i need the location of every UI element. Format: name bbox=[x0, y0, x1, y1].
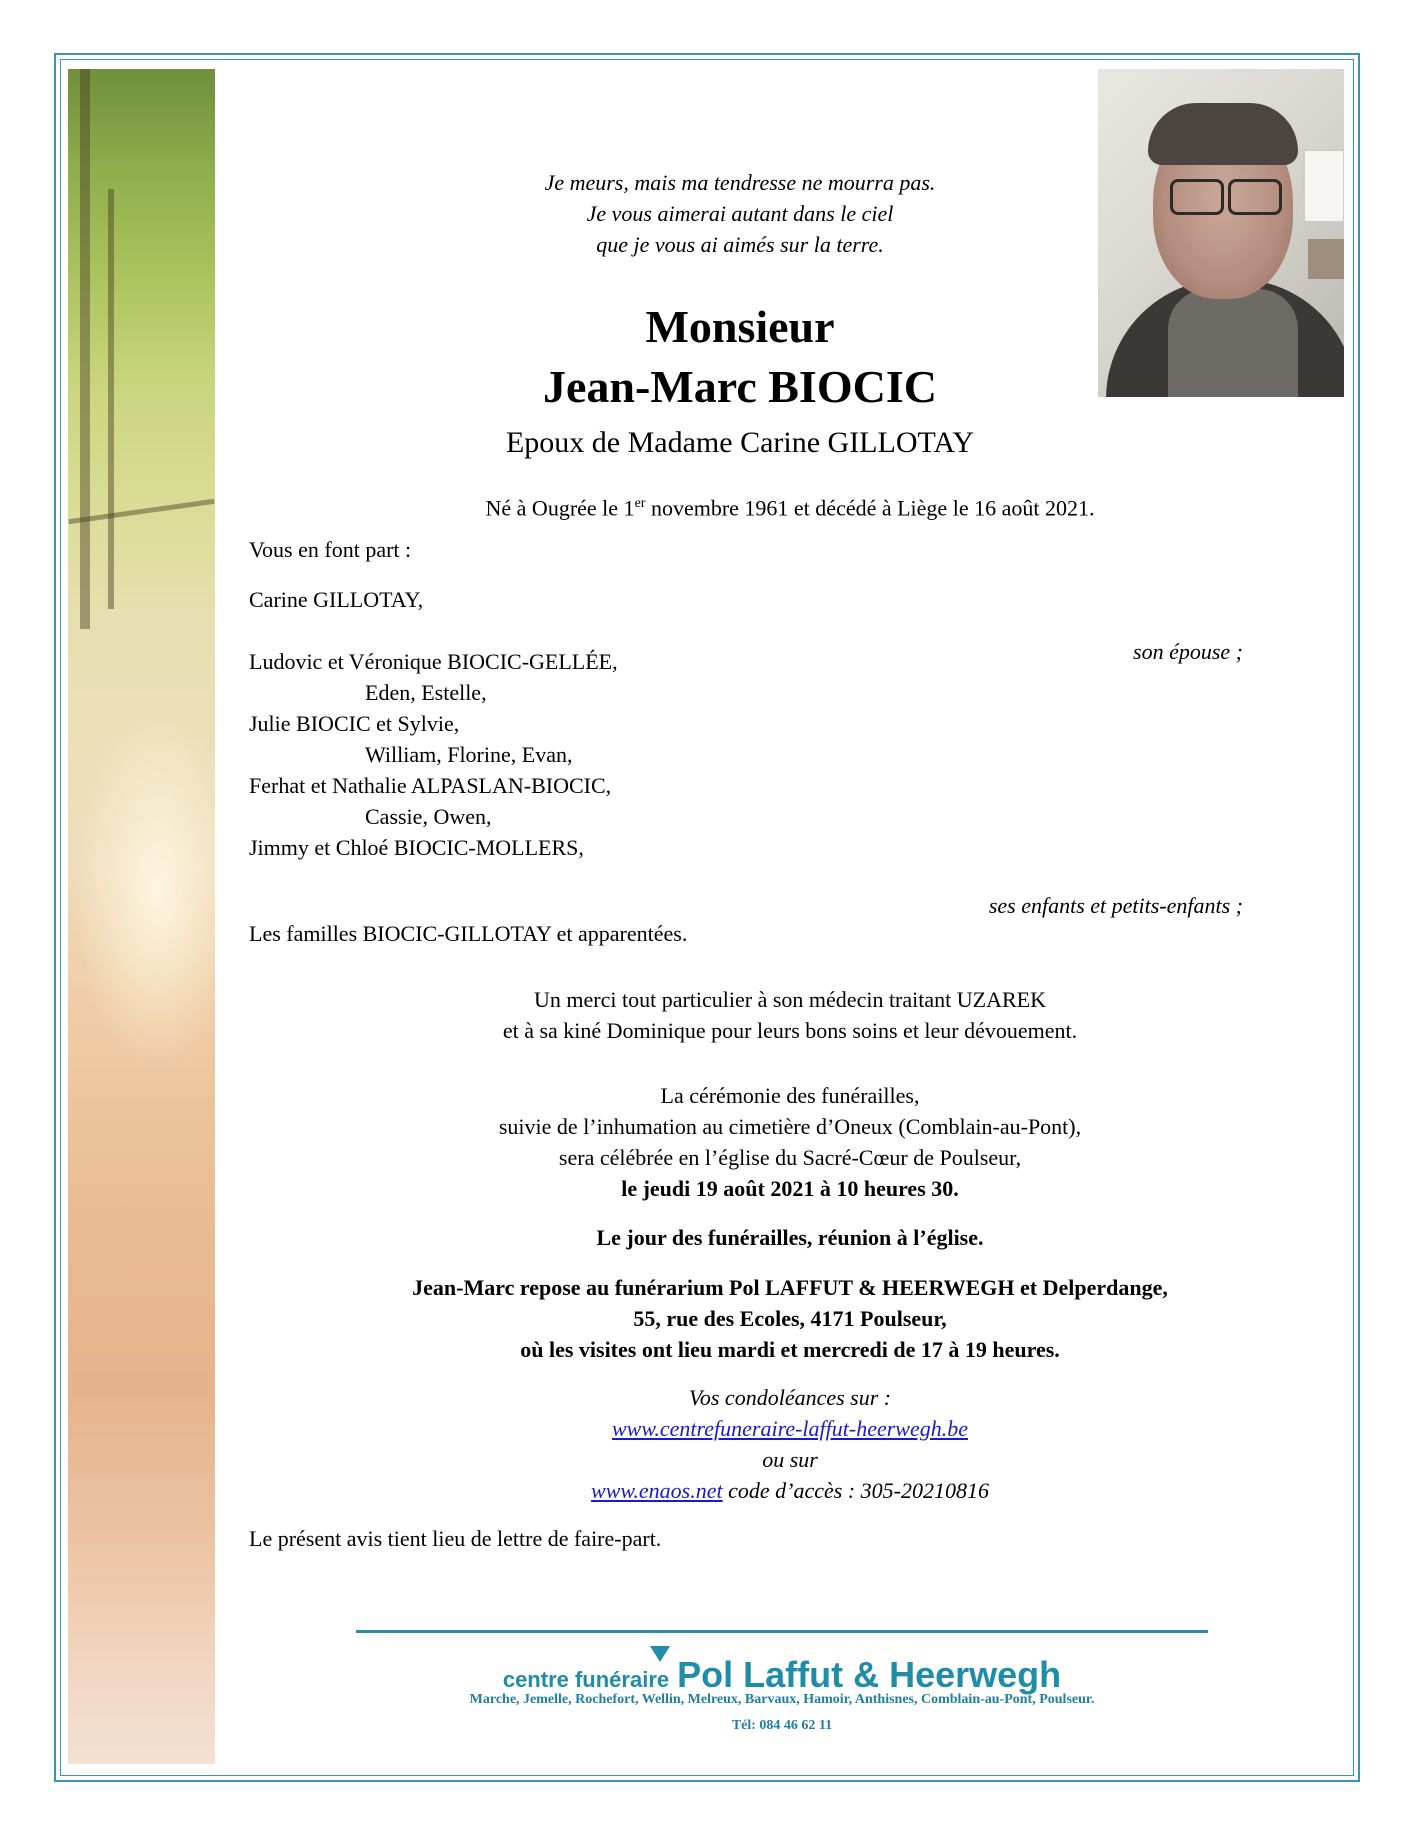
announcement-intro: Vous en font part : bbox=[249, 537, 412, 562]
ceremony-line-2: suivie de l’inhumation au cimetière d’Oneux (Comblain-au-Pont), bbox=[498, 1114, 1082, 1139]
thanks-line-2: et à sa kiné Dominique pour leurs bons soins et leur dévouement. bbox=[502, 1018, 1078, 1043]
children-list bbox=[249, 646, 1149, 863]
deceased-title: Monsieur bbox=[645, 301, 835, 352]
spouse-line: Epoux de Madame Carine GILLOTAY bbox=[505, 426, 975, 459]
funeral-home-logo bbox=[356, 1640, 1208, 1696]
closing-line: Le présent avis tient lieu de lettre de faire-part. bbox=[249, 1526, 662, 1551]
poem-line-2: Je vous aimerai autant dans le ciel bbox=[586, 201, 894, 226]
access-code: code d’accès : 305-20210816 bbox=[722, 1478, 989, 1503]
poem-line-3: que je vous ai aimés sur la terre. bbox=[596, 232, 884, 257]
deceased-name: Jean-Marc BIOCIC bbox=[543, 361, 937, 412]
family-member-line: Jimmy et Chloé BIOCIC-MOLLERS, bbox=[249, 835, 584, 860]
spouse-name: Carine GILLOTAY, bbox=[249, 587, 424, 612]
poem-line-1: Je meurs, mais ma tendresse ne mourra pas. bbox=[544, 170, 936, 195]
meeting-line: Le jour des funérailles, réunion à l’église. bbox=[596, 1225, 984, 1250]
triangle-icon bbox=[650, 1646, 670, 1662]
funerarium-line-1: Jean-Marc repose au funérarium Pol LAFFUT & HEERWEGH et Delperdange, bbox=[412, 1275, 1168, 1300]
ceremony-line-1: La cérémonie des funérailles, bbox=[660, 1083, 920, 1108]
footer-divider bbox=[356, 1630, 1208, 1633]
forest-path-image bbox=[68, 69, 215, 1764]
condolences-link-2[interactable]: www.enaos.net bbox=[591, 1478, 723, 1503]
condolences-link-1-line bbox=[250, 1413, 1330, 1444]
logo-small-text: centre funéraire bbox=[502, 1667, 670, 1692]
ceremony-date: le jeudi 19 août 2021 à 10 heures 30. bbox=[621, 1176, 959, 1201]
condolences-intro: Vos condoléances sur : bbox=[688, 1385, 892, 1410]
condolences-link-1[interactable]: www.centrefuneraire-laffut-heerwegh.be bbox=[612, 1416, 968, 1441]
family-member-line: Julie BIOCIC et Sylvie, bbox=[249, 711, 460, 736]
family-member-line: Cassie, Owen, bbox=[365, 804, 492, 829]
footer-locations: Marche, Jemelle, Rochefort, Wellin, Melreux, Barvaux, Hamoir, Anthisnes, Comblain-au-Pont, Poulseur. bbox=[469, 1692, 1095, 1707]
children-role: ses enfants et petits-enfants ; bbox=[988, 893, 1243, 918]
spouse-role: son épouse ; bbox=[1133, 639, 1243, 664]
family-member-line: Ferhat et Nathalie ALPASLAN-BIOCIC, bbox=[249, 773, 612, 798]
family-member-line: Ludovic et Véronique BIOCIC-GELLÉE, bbox=[249, 649, 618, 674]
birth-death-line: Né à Ougrée le 1er novembre 1961 et décédé à Liège le 16 août 2021. bbox=[485, 495, 1095, 521]
funerarium-line-3: où les visites ont lieu mardi et mercredi de 17 à 19 heures. bbox=[520, 1337, 1060, 1362]
condolences-link-2-line bbox=[250, 1475, 1330, 1506]
thanks-line-1: Un merci tout particulier à son médecin traitant UZAREK bbox=[534, 987, 1046, 1012]
footer-phone: Tél: 084 46 62 11 bbox=[731, 1718, 833, 1733]
families-line: Les familles BIOCIC-GILLOTAY et apparentées. bbox=[249, 921, 688, 946]
logo-big-text: Pol Laffut & Heerwegh bbox=[677, 1654, 1062, 1695]
ceremony-line-3: sera célébrée en l’église du Sacré-Cœur de Poulseur, bbox=[558, 1145, 1022, 1170]
funerarium-line-2: 55, rue des Ecoles, 4171 Poulseur, bbox=[633, 1306, 947, 1331]
family-member-line: William, Florine, Evan, bbox=[365, 742, 573, 767]
family-member-line: Eden, Estelle, bbox=[365, 680, 487, 705]
condolences-or: ou sur bbox=[762, 1447, 818, 1472]
